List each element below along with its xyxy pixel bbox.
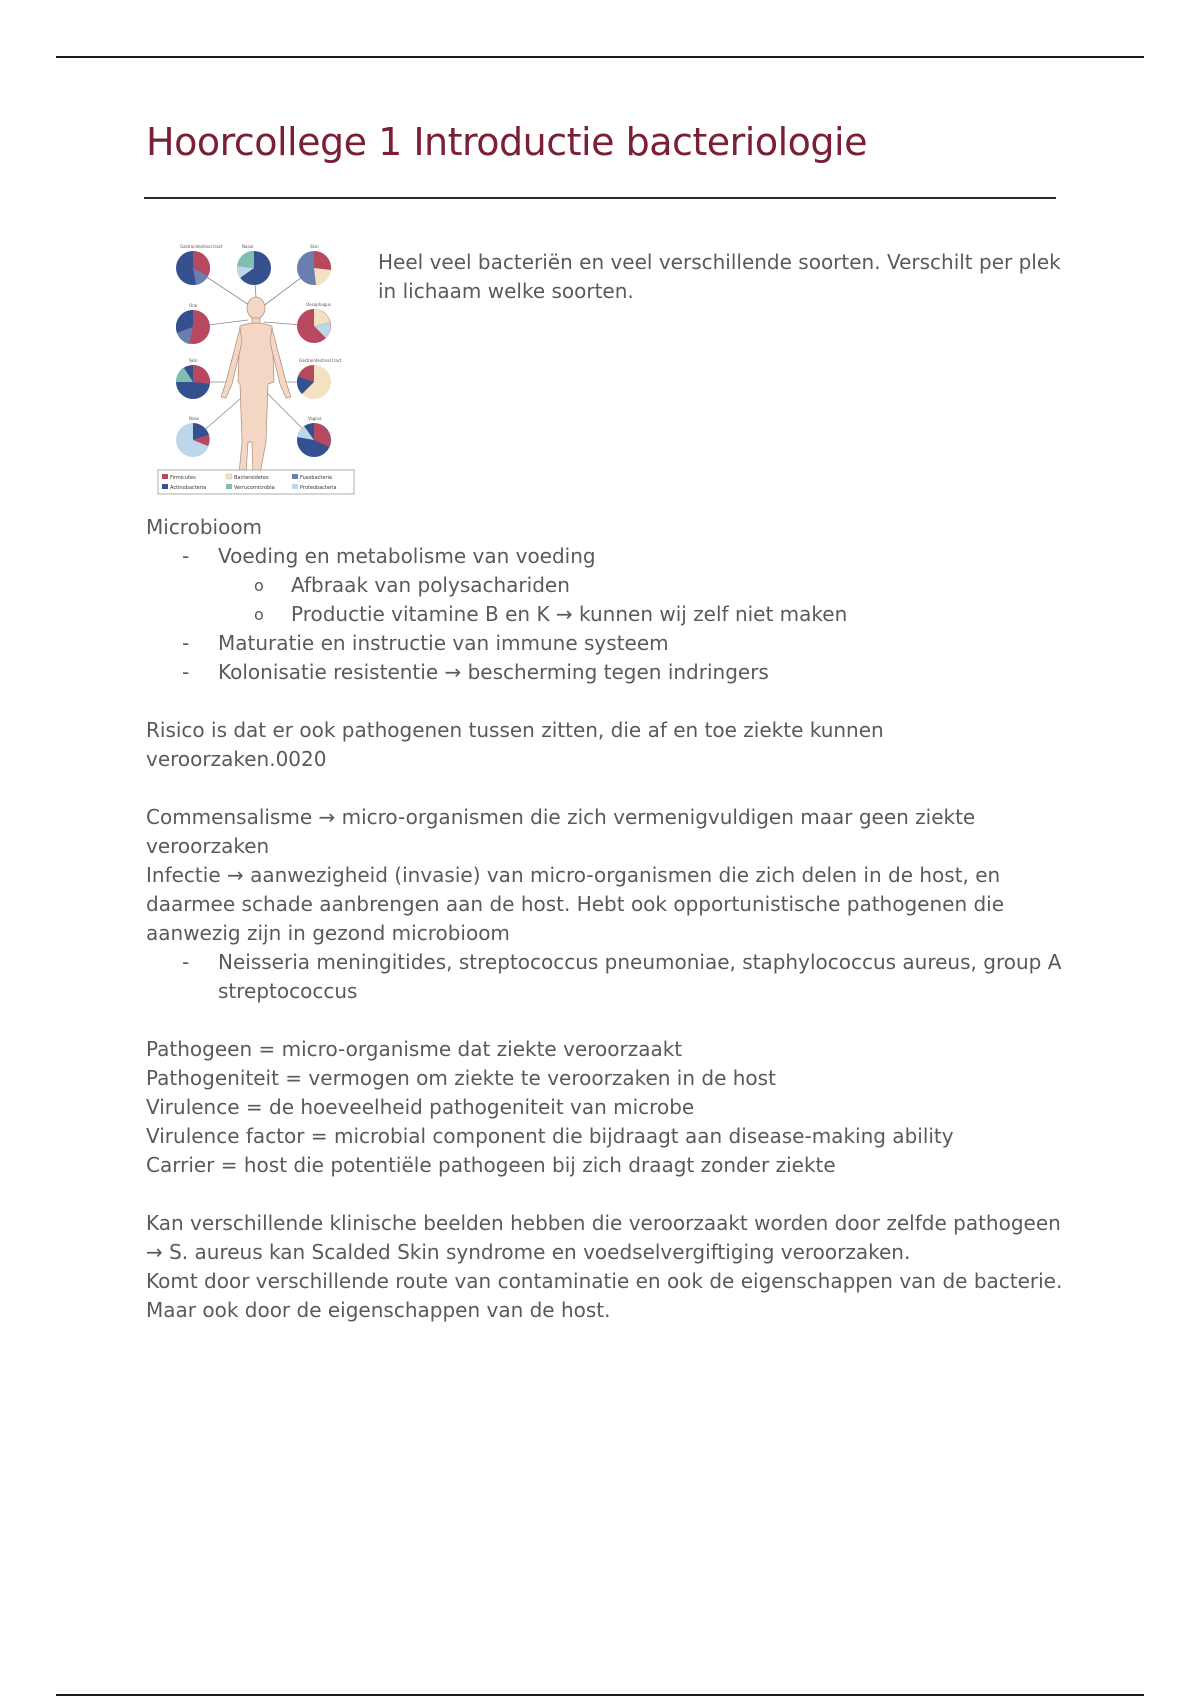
page-bottom-rule — [56, 1694, 1144, 1696]
paragraph-route: Komt door verschillende route van contaminatie en ook de eigenschappen van de bacterie. Maar ook door de eigenschappen van de host. — [146, 1269, 1063, 1322]
paragraph-infectie: Infectie → aanwezigheid (invasie) van micro-organismen die zich delen in de host, en daarmee schade aanbrengen aan de host. Hebt ook opportunistische pathogenen die aanwezig zijn in gezond microbioom — [146, 863, 1005, 945]
sub-list-item-text: Afbraak van polysachariden — [291, 573, 570, 597]
sub-list-item — [146, 600, 1066, 629]
list-item — [146, 948, 1066, 1006]
definition-virulence: Virulence = de hoeveelheid pathogeniteit van microbe — [146, 1095, 695, 1119]
section-heading-microbioom: Microbioom — [146, 515, 263, 539]
svg-text:Skin: Skin — [189, 358, 198, 363]
svg-text:Gastrointestinal tract: Gastrointestinal tract — [299, 358, 342, 363]
definition-virulence-factor: Virulence factor = microbial component die bijdraagt aan disease-making ability — [146, 1124, 954, 1148]
svg-text:Proteobacteria: Proteobacteria — [300, 485, 337, 491]
list-item-text: Neisseria meningitides, streptococcus pneumoniae, staphylococcus aureus, group A streptococcus — [218, 950, 1062, 1003]
document-title: Hoorcollege 1 Introductie bacteriologie — [146, 120, 867, 164]
definition-pathogeniteit: Pathogeniteit = vermogen om ziekte te veroorzaken in de host — [146, 1066, 776, 1090]
pie-skin-2 — [176, 365, 210, 399]
svg-text:Bacteroidetes: Bacteroidetes — [234, 475, 269, 481]
list-item-text: Maturatie en instructie van immune systeem — [218, 631, 669, 655]
dash-bullet: - — [182, 544, 190, 568]
page-top-rule — [56, 56, 1144, 58]
paragraph-risico: Risico is dat er ook pathogenen tussen zitten, die af en toe ziekte kunnen veroorzaken.0020 — [146, 718, 884, 771]
title-underline — [144, 197, 1056, 199]
pie-nasal — [237, 251, 271, 285]
list-item — [146, 658, 1066, 687]
pie-skin — [297, 251, 331, 285]
paragraph-klinisch: Kan verschillende klinische beelden hebben die veroorzaakt worden door zelfde pathogeen → S. aureus kan Scalded Skin syndrome en voedselvergiftiging veroorzaken. — [146, 1211, 1061, 1264]
dash-bullet: - — [182, 660, 190, 684]
list-item — [146, 542, 1066, 571]
circle-bullet: o — [254, 605, 264, 624]
svg-text:Skin: Skin — [310, 244, 319, 249]
svg-text:Actinobacteria: Actinobacteria — [170, 485, 207, 491]
sub-list-item-text: Productie vitamine B en K → kunnen wij zelf niet maken — [291, 602, 848, 626]
svg-text:Vagina: Vagina — [308, 416, 322, 421]
svg-text:Fusobacteria: Fusobacteria — [300, 475, 332, 481]
pie-vagina — [297, 423, 331, 457]
paragraph-commensalisme: Commensalisme → micro-organismen die zich vermenigvuldigen maar geen ziekte veroorzaken — [146, 805, 976, 858]
intro-paragraph: Heel veel bacteriën en veel verschillende soorten. Verschilt per plek in lichaam welke soorten. — [378, 250, 1061, 303]
pie-oral — [176, 310, 210, 344]
pie-oesophagus — [297, 309, 331, 343]
definition-carrier: Carrier = host die potentiële pathogeen bij zich draagt zonder ziekte — [146, 1153, 836, 1177]
svg-text:Verrucomicrobia: Verrucomicrobia — [234, 485, 275, 491]
svg-text:Nasal: Nasal — [242, 244, 254, 249]
svg-text:Oesophagus: Oesophagus — [306, 302, 331, 307]
pie-nose — [176, 423, 210, 457]
circle-bullet: o — [254, 576, 264, 595]
list-item — [146, 629, 1066, 658]
svg-text:Gastrointestinal tract: Gastrointestinal tract — [180, 244, 223, 249]
list-item-text: Voeding en metabolisme van voeding — [218, 544, 596, 568]
list-item-text: Kolonisatie resistentie → bescherming tegen indringers — [218, 660, 769, 684]
svg-text:Nose: Nose — [189, 416, 199, 421]
dash-bullet: - — [182, 631, 190, 655]
svg-text:Firmicutes: Firmicutes — [170, 475, 196, 481]
dash-bullet: - — [182, 950, 190, 974]
pie-gastrointestinal — [176, 251, 210, 285]
pie-gastrointestinal-2 — [297, 365, 331, 399]
definition-pathogeen: Pathogeen = micro-organisme dat ziekte veroorzaakt — [146, 1037, 683, 1061]
figure-legend — [158, 470, 354, 494]
body-text — [146, 513, 1066, 1325]
microbiome-body-figure — [156, 232, 356, 497]
sub-list-item — [146, 571, 1066, 600]
svg-text:Oral: Oral — [189, 303, 198, 308]
